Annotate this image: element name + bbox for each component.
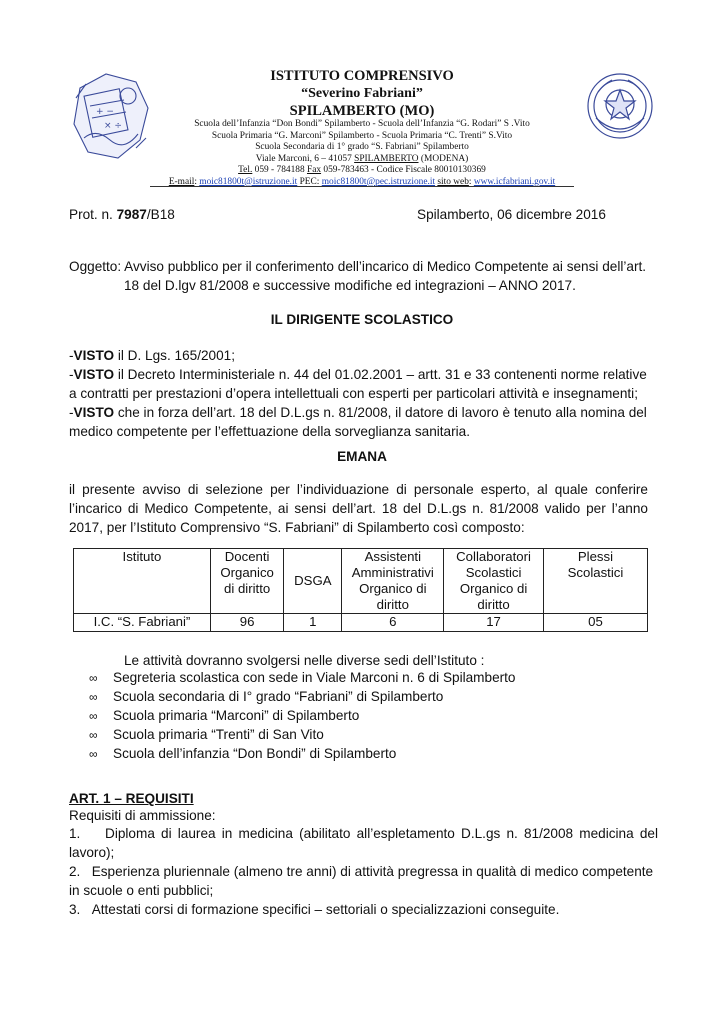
email-colon: : xyxy=(194,176,200,187)
address-city: SPILAMBERTO xyxy=(354,153,419,164)
infinity-bullet-icon: ∞ xyxy=(89,747,98,761)
letterhead-schools xyxy=(150,119,574,188)
requirement-item-cont: lavoro); xyxy=(69,845,115,860)
header-plessi: Plessi Scolastici xyxy=(543,549,647,614)
cell-docenti: 96 xyxy=(210,614,283,632)
schools-line-2: Scuola Primaria “G. Marconi” Spilamberto - Scuola Primaria “C. Trenti” S.Vito xyxy=(211,130,513,141)
emana-paragraph xyxy=(69,480,648,537)
pec-link[interactable]: moic81800t@pec.istruzione.it xyxy=(321,176,436,187)
site-colon: : xyxy=(468,176,474,187)
infinity-bullet-icon: ∞ xyxy=(89,690,98,704)
heading-emana: EMANA xyxy=(337,449,387,464)
institute-name-line1: ISTITUTO COMPRENSIVO xyxy=(270,68,454,84)
cell-plessi: 05 xyxy=(543,614,647,632)
visto-line: -VISTO il Decreto Interministeriale n. 44 del 01.02.2001 – artt. 31 e 33 contenenti norme relative xyxy=(69,367,647,382)
schools-line-1: Scuola dell’Infanzia “Don Bondi” Spilamberto - Scuola dell’Infanzia “G. Rodari” S .Vito xyxy=(194,119,530,129)
sedi-list xyxy=(89,668,516,763)
list-item: ∞ Scuola primaria “Marconi” di Spilamberto xyxy=(89,706,516,725)
infinity-bullet-icon: ∞ xyxy=(89,709,98,723)
address-street: Viale Marconi, 6 – 41057 xyxy=(255,153,355,164)
subject-line-2: 18 del D.lgv 81/2008 e successive modifiche ed integrazioni – ANNO 2017. xyxy=(124,278,576,293)
list-item: ∞ Scuola dell’infanzia “Don Bondi” di Spilamberto xyxy=(89,744,516,763)
website-link[interactable]: www.icfabriani.gov.it xyxy=(473,176,556,187)
header-istituto: Istituto xyxy=(74,549,211,614)
requirement-item-cont: in scuole o enti pubblici; xyxy=(69,883,214,898)
repubblica-italiana-emblem-logo xyxy=(584,70,656,142)
list-item: ∞ Scuola primaria “Trenti” di San Vito xyxy=(89,725,516,744)
schools-line-3: Scuola Secondaria di 1° grado “S. Fabriani” Spilamberto xyxy=(255,142,469,152)
visto-line: a contratti per prestazioni d’opera intellettuali con esperti per particolari attività e insegnamenti; xyxy=(69,386,638,401)
emana-line: il presente avviso di selezione per l’individuazione di personale esperto, al quale conferire xyxy=(69,482,648,497)
header-assistenti: Assistenti Amministrativi Organico di diritto xyxy=(342,549,444,614)
pec-label: PEC: xyxy=(297,176,322,187)
requirement-item: 3. Attestati corsi di formazione specifici – settoriali o specializzazioni conseguite. xyxy=(69,902,560,917)
art1-intro: Requisiti di ammissione: xyxy=(69,808,216,823)
visto-block xyxy=(69,346,669,441)
cell-istituto: I.C. “S. Fabriani” xyxy=(74,614,211,632)
infinity-bullet-icon: ∞ xyxy=(89,728,98,742)
letterhead-divider xyxy=(150,186,574,187)
list-item: ∞ Segreteria scolastica con sede in Viale Marconi n. 6 di Spilamberto xyxy=(89,668,516,687)
subject-line-1: Oggetto: Avviso pubblico per il conferimento dell’incarico di Medico Competente ai sensi dell’art. xyxy=(69,259,647,274)
cell-assistenti: 6 xyxy=(342,614,444,632)
requirement-item: 1. Diploma di laurea in medicina (abilitato all’espletamento D.L.gs n. 81/2008 medicina del xyxy=(69,826,658,841)
protocol-number-value: 7987 xyxy=(116,207,147,222)
protocol-number xyxy=(69,205,175,224)
protocol-suffix: /B18 xyxy=(146,207,175,222)
institute-location: SPILAMBERTO (MO) xyxy=(289,103,435,119)
list-item: ∞ Scuola secondaria di I° grado “Fabriani” di Spilamberto xyxy=(89,687,516,706)
header-dsga: DSGA xyxy=(284,549,342,614)
tel-label: Tel. xyxy=(238,165,253,175)
fax-label: Fax xyxy=(306,165,322,175)
address-province: (MODENA) xyxy=(418,153,469,164)
requirements-list xyxy=(69,824,658,919)
contact-line xyxy=(150,165,574,177)
cell-collaboratori: 17 xyxy=(444,614,544,632)
header-collaboratori: Collaboratori Scolastici Organico di diritto xyxy=(444,549,544,614)
email-link[interactable]: moic81800t@istruzione.it xyxy=(199,176,298,187)
institute-name-line2: “Severino Fabriani” xyxy=(301,86,423,101)
school-crest-logo xyxy=(66,68,156,164)
heading-dirigente: IL DIRIGENTE SCOLASTICO xyxy=(270,312,454,327)
fax-value: 059-783463 - Codice Fiscale 80010130369 xyxy=(321,165,486,175)
institute-composition-table xyxy=(73,548,648,632)
svg-text:+ −: + − xyxy=(96,107,114,117)
tel-value: 059 - 784188 xyxy=(252,165,307,175)
requirement-item: 2. Esperienza pluriennale (almeno tre anni) di attività pregressa in qualità di medico competente xyxy=(69,864,654,879)
cell-dsga: 1 xyxy=(284,614,342,632)
table-header-row xyxy=(74,549,648,614)
infinity-bullet-icon: ∞ xyxy=(89,671,98,685)
site-label: sito web xyxy=(437,176,469,187)
sedi-intro: Le attività dovranno svolgersi nelle diverse sedi dell’Istituto : xyxy=(124,653,485,668)
place-date: Spilamberto, 06 dicembre 2016 xyxy=(417,207,606,222)
protocol-prefix: Prot. n. xyxy=(69,207,117,222)
table-row xyxy=(74,614,648,632)
header-docenti: Docenti Organico di diritto xyxy=(210,549,283,614)
emana-line: l’incarico di Medico Competente, ai sensi dell’art. 18 del D.L.gs n. 81/2008 valido per l’anno xyxy=(69,501,648,516)
email-label: E-mail xyxy=(168,176,195,187)
art1-title: ART. 1 – REQUISITI xyxy=(69,791,194,806)
visto-line: -VISTO il D. Lgs. 165/2001; xyxy=(69,348,235,363)
visto-line: -VISTO che in forza dell’art. 18 del D.L.gs n. 81/2008, il datore di lavoro è tenuto alla nomina del xyxy=(69,405,647,420)
address-line xyxy=(150,154,574,166)
svg-text:× ÷: × ÷ xyxy=(104,121,122,131)
visto-line: medico competente per l’effettuazione della sorveglianza sanitaria. xyxy=(69,424,471,439)
emana-line: 2017, per l’Istituto Comprensivo “S. Fabriani” di Spilamberto così composto: xyxy=(69,520,525,535)
